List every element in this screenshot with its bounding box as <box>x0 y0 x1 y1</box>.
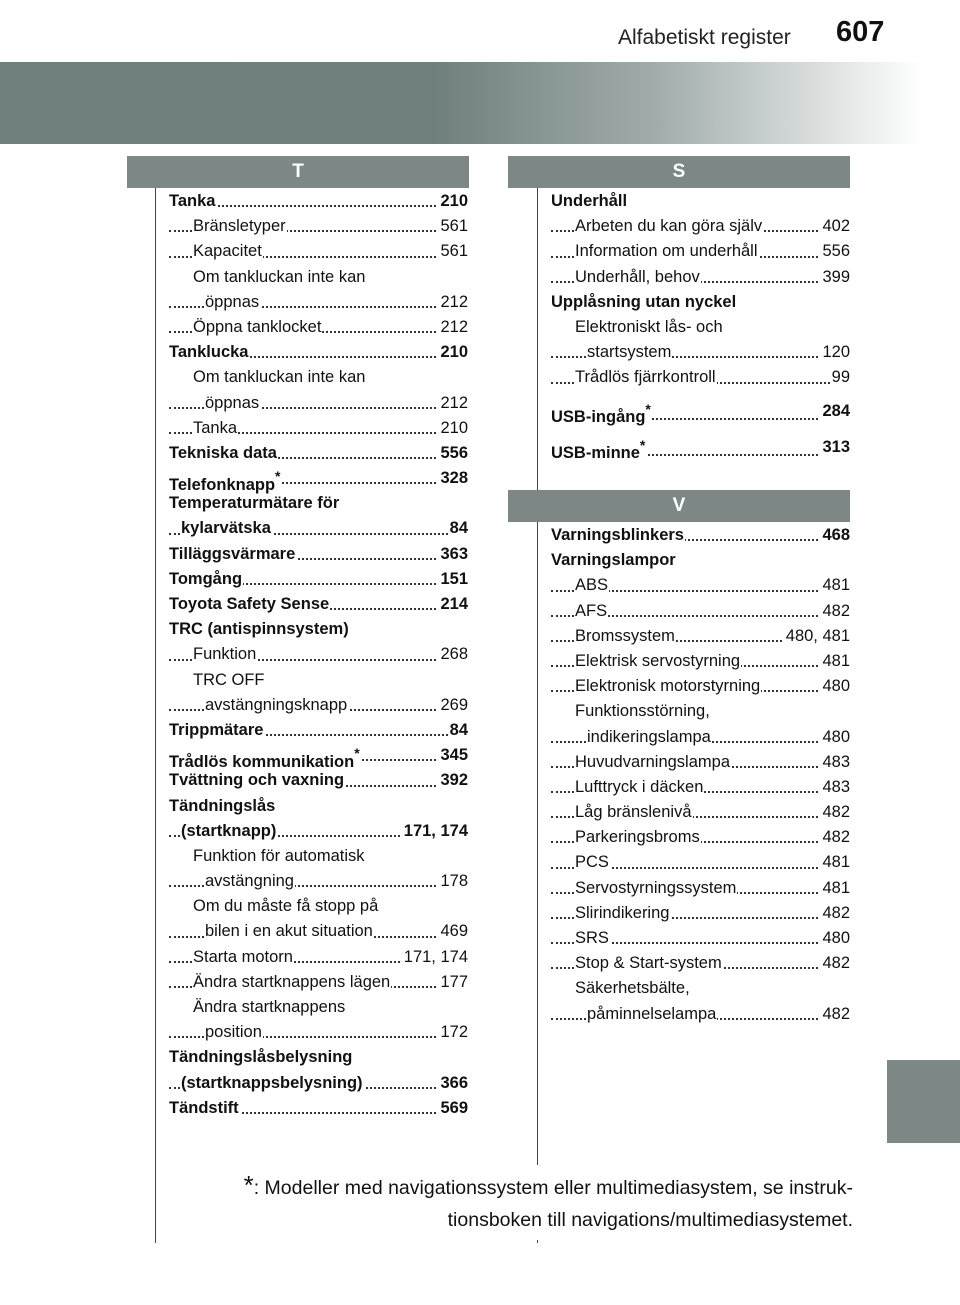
entry-page-ref: 171, 174 <box>402 819 468 844</box>
entry-label: Om tankluckan inte kan <box>193 368 366 387</box>
entry-label: Servostyrningssystem <box>575 878 737 897</box>
index-entry <box>169 340 468 365</box>
entry-page-ref: 480 <box>820 674 850 699</box>
entry-page-ref: 212 <box>438 290 468 315</box>
entry-label: Trådlös kommunikation* <box>169 745 360 771</box>
entry-label: USB-ingång* <box>551 400 651 426</box>
index-subentry <box>169 869 468 894</box>
entry-page-ref: 556 <box>438 441 468 466</box>
entry-page-ref: 171, 174 <box>402 945 468 970</box>
index-subentry <box>551 699 850 724</box>
index-subentry <box>551 599 850 624</box>
index-subentry <box>551 573 850 598</box>
entry-label: Funktion för automatisk <box>193 846 365 865</box>
entry-label: Bromssystem <box>575 626 675 645</box>
entry-label: Stop & Start-system <box>575 954 722 973</box>
entry-page-ref: 172 <box>438 1020 468 1045</box>
entry-page-ref: 178 <box>438 869 468 894</box>
entry-page-ref: 210 <box>438 416 468 441</box>
column-rule-middle-bottom <box>537 522 538 1165</box>
entry-page-ref: 269 <box>438 693 468 718</box>
entry-page-ref: 212 <box>438 391 468 416</box>
index-subentry <box>169 919 468 944</box>
entry-label: startsystem <box>587 343 672 362</box>
index-column-u <box>551 189 850 463</box>
index-entry <box>169 542 468 567</box>
entry-label: Underhåll, behov <box>575 267 700 286</box>
entry-page-ref: 556 <box>820 239 850 264</box>
entry-label: öppnas <box>205 292 260 311</box>
entry-label: Tekniska data <box>169 443 277 462</box>
entry-label: USB-minne* <box>551 436 646 462</box>
entry-label: Ändra startknappens lägen <box>193 972 391 991</box>
entry-label: Information om underhåll <box>575 242 758 261</box>
index-entry <box>169 1096 468 1121</box>
entry-page-ref: 481 <box>820 850 850 875</box>
entry-page-ref: 480, 481 <box>784 624 850 649</box>
entry-label: (startknapp) <box>181 821 277 840</box>
entry-label: Funktionsstörning, <box>575 702 710 721</box>
index-entry <box>169 592 468 617</box>
index-subentry <box>551 800 850 825</box>
entry-page-ref: 284 <box>820 391 850 431</box>
index-subentry <box>169 365 468 390</box>
entry-page-ref: 214 <box>438 592 468 617</box>
index-subentry <box>551 775 850 800</box>
entry-page-ref: 210 <box>438 340 468 365</box>
index-subentry <box>169 416 468 441</box>
header-banner <box>0 62 960 144</box>
index-subentry <box>169 391 468 416</box>
entry-page-ref: 399 <box>820 265 850 290</box>
entry-label: Bränsletyper <box>193 217 286 236</box>
entry-label: Elektrisk servostyrning <box>575 651 741 670</box>
footnote-marker: * <box>275 468 281 485</box>
entry-label: Varningsblinkers <box>551 526 684 544</box>
index-subentry <box>551 876 850 901</box>
index-entry <box>551 548 850 573</box>
index-entry <box>169 441 468 466</box>
entry-label: Underhåll <box>551 192 628 210</box>
index-subentry <box>169 1020 468 1045</box>
index-subentry <box>551 265 850 290</box>
footnote-line-1 <box>195 1172 853 1204</box>
entry-page-ref: 84 <box>448 516 468 541</box>
index-entry <box>169 743 468 771</box>
entry-label: Tanklucka <box>169 343 249 362</box>
entry-label: TRC OFF <box>193 670 265 689</box>
column-rule-tick <box>537 1240 538 1243</box>
entry-label: Huvudvarningslampa <box>575 752 731 771</box>
index-subentry <box>169 315 468 340</box>
entry-page-ref: 482 <box>820 800 850 825</box>
entry-label: Telefonknapp* <box>169 468 281 494</box>
index-subentry <box>169 642 468 667</box>
section-header-v: V <box>508 490 850 522</box>
entry-label: Tanka <box>193 418 238 437</box>
entry-label: Tändstift <box>169 1098 239 1117</box>
index-subentry <box>169 945 468 970</box>
entry-label: Toyota Safety Sense <box>169 595 330 613</box>
entry-label: AFS <box>575 601 608 620</box>
entry-page-ref: 468 <box>820 523 850 548</box>
index-subentry <box>551 725 850 750</box>
entry-label: Ändra startknappens <box>193 998 346 1016</box>
footnote-star: * <box>243 1170 254 1200</box>
entry-label: Kapacitet <box>193 242 262 261</box>
index-entry <box>169 466 468 494</box>
index-column-v <box>551 523 850 1027</box>
index-entry <box>169 567 468 592</box>
entry-label: kylarvätska <box>181 519 271 538</box>
entry-page-ref: 561 <box>438 214 468 239</box>
column-rule-left <box>155 188 156 1243</box>
index-subentry <box>169 995 468 1020</box>
entry-label: Öppna tanklocket <box>193 317 322 336</box>
index-entry <box>169 819 468 844</box>
footnote <box>195 1172 853 1236</box>
index-subentry <box>169 693 468 718</box>
index-subentry <box>551 926 850 951</box>
index-entry <box>551 290 850 315</box>
entry-label: Låg bränslenivå <box>575 803 692 822</box>
entry-label: Lufttryck i däcken <box>575 777 704 796</box>
page-number: 607 <box>836 16 885 48</box>
entry-label: avstängning <box>205 872 294 891</box>
entry-label: Funktion <box>193 645 257 664</box>
index-subentry <box>551 624 850 649</box>
entry-page-ref: 483 <box>820 775 850 800</box>
footnote-marker: * <box>354 745 360 762</box>
footnote-line-2: tionsboken till navigations/multimediasystemet. <box>447 1209 853 1231</box>
entry-label: Temperaturmätare för <box>169 494 340 513</box>
entry-page-ref: 569 <box>438 1096 468 1121</box>
index-subentry <box>551 976 850 1001</box>
entry-page-ref: 482 <box>820 599 850 624</box>
index-entry <box>169 189 468 214</box>
entry-page-ref: 481 <box>820 649 850 674</box>
entry-page-ref: 345 <box>438 743 468 768</box>
entry-page-ref: 481 <box>820 573 850 598</box>
entry-page-ref: 151 <box>438 567 468 592</box>
index-column-t <box>169 189 468 1121</box>
entry-page-ref: 99 <box>830 365 850 390</box>
entry-label: Om tankluckan inte kan <box>193 267 366 286</box>
entry-label: (startknappsbelysning) <box>181 1073 363 1092</box>
entry-label: Trådlös fjärrkontroll <box>575 368 716 387</box>
index-subentry <box>169 894 468 919</box>
entry-page-ref: 481 <box>820 876 850 901</box>
entry-page-ref: 363 <box>438 542 468 567</box>
entry-page-ref: 480 <box>820 926 850 951</box>
index-subentry <box>169 265 468 290</box>
entry-label: Tanka <box>169 192 216 210</box>
index-subentry <box>551 340 850 365</box>
entry-label: öppnas <box>205 393 260 412</box>
entry-label: Tilläggsvärmare <box>169 544 296 563</box>
index-entry <box>169 1045 468 1070</box>
entry-label: Upplåsning utan nyckel <box>551 292 737 311</box>
index-entry <box>169 718 468 743</box>
entry-label: avstängningsknapp <box>205 695 348 714</box>
index-subentry <box>551 750 850 775</box>
entry-page-ref: 177 <box>438 970 468 995</box>
entry-page-ref: 402 <box>820 214 850 239</box>
index-subentry <box>551 239 850 264</box>
entry-label: Varningslampor <box>551 551 676 570</box>
chapter-tab <box>887 1060 960 1143</box>
entry-page-ref: 561 <box>438 239 468 264</box>
index-entry <box>551 523 850 548</box>
entry-label: SRS <box>575 929 609 947</box>
section-header-t: T <box>127 156 469 188</box>
entry-page-ref: 313 <box>820 427 850 467</box>
index-entry <box>551 391 850 427</box>
entry-label: Tändningslåsbelysning <box>169 1048 353 1067</box>
entry-label: Slirindikering <box>575 903 670 922</box>
entry-page-ref: 480 <box>820 725 850 750</box>
entry-page-ref: 392 <box>438 768 468 793</box>
entry-label: indikeringslampa <box>587 727 711 746</box>
entry-page-ref: 483 <box>820 750 850 775</box>
index-subentry <box>551 214 850 239</box>
entry-label: Om du måste få stopp på <box>193 897 379 916</box>
entry-label: Tomgång <box>169 569 243 588</box>
entry-page-ref: 482 <box>820 901 850 926</box>
entry-label: Parkeringsbroms <box>575 828 700 847</box>
entry-label: ABS <box>575 576 609 595</box>
entry-page-ref: 482 <box>820 951 850 976</box>
index-entry <box>169 617 468 642</box>
index-subentry <box>551 649 850 674</box>
section-header-s: S <box>508 156 850 188</box>
entry-page-ref: 268 <box>438 642 468 667</box>
entry-label: position <box>205 1023 262 1042</box>
index-subentry <box>551 1002 850 1027</box>
entry-label: Arbeten du kan göra själv <box>575 217 763 236</box>
index-subentry <box>551 365 850 390</box>
entry-page-ref: 482 <box>820 825 850 850</box>
entry-page-ref: 328 <box>438 466 468 491</box>
index-subentry <box>551 951 850 976</box>
entry-label: TRC (antispinnsystem) <box>169 620 349 639</box>
entry-label: Säkerhetsbälte, <box>575 979 690 998</box>
index-subentry <box>551 315 850 340</box>
column-rule-middle-top <box>537 188 538 490</box>
index-subentry <box>169 290 468 315</box>
entry-label: Tvättning och vaxning <box>169 771 345 790</box>
index-entry <box>169 491 468 516</box>
entry-label: bilen i en akut situation <box>205 922 373 941</box>
entry-page-ref: 366 <box>438 1071 468 1096</box>
index-subentry <box>169 970 468 995</box>
footnote-text-1: : Modeller med navigationssystem eller multimediasystem, se instruk- <box>253 1177 853 1199</box>
index-entry <box>169 1071 468 1096</box>
entry-label: Trippmätare <box>169 720 264 739</box>
entry-page-ref: 469 <box>438 919 468 944</box>
header-title: Alfabetiskt register <box>618 26 791 49</box>
index-subentry <box>169 668 468 693</box>
entry-page-ref: 212 <box>438 315 468 340</box>
index-entry <box>169 768 468 793</box>
footnote-marker: * <box>639 436 646 453</box>
index-subentry <box>169 214 468 239</box>
entry-page-ref: 210 <box>438 189 468 214</box>
entry-label: PCS <box>575 853 609 872</box>
entry-page-ref: 120 <box>820 340 850 365</box>
index-subentry <box>169 239 468 264</box>
entry-page-ref: 482 <box>820 1002 850 1027</box>
index-subentry <box>169 844 468 869</box>
index-subentry <box>551 825 850 850</box>
entry-label: Starta motorn <box>193 947 293 966</box>
index-entry <box>169 516 468 541</box>
index-subentry <box>551 674 850 699</box>
entry-label: Elektronisk motorstyrning <box>575 677 761 696</box>
index-entry <box>169 794 468 819</box>
footnote-marker: * <box>645 400 651 417</box>
index-subentry <box>551 850 850 875</box>
entry-page-ref: 84 <box>448 718 468 743</box>
entry-label: påminnelselampa <box>587 1004 717 1023</box>
index-entry <box>551 427 850 463</box>
entry-label: Elektroniskt lås- och <box>575 317 723 336</box>
entry-label: Tändningslås <box>169 796 276 815</box>
index-entry <box>551 189 850 214</box>
index-subentry <box>551 901 850 926</box>
